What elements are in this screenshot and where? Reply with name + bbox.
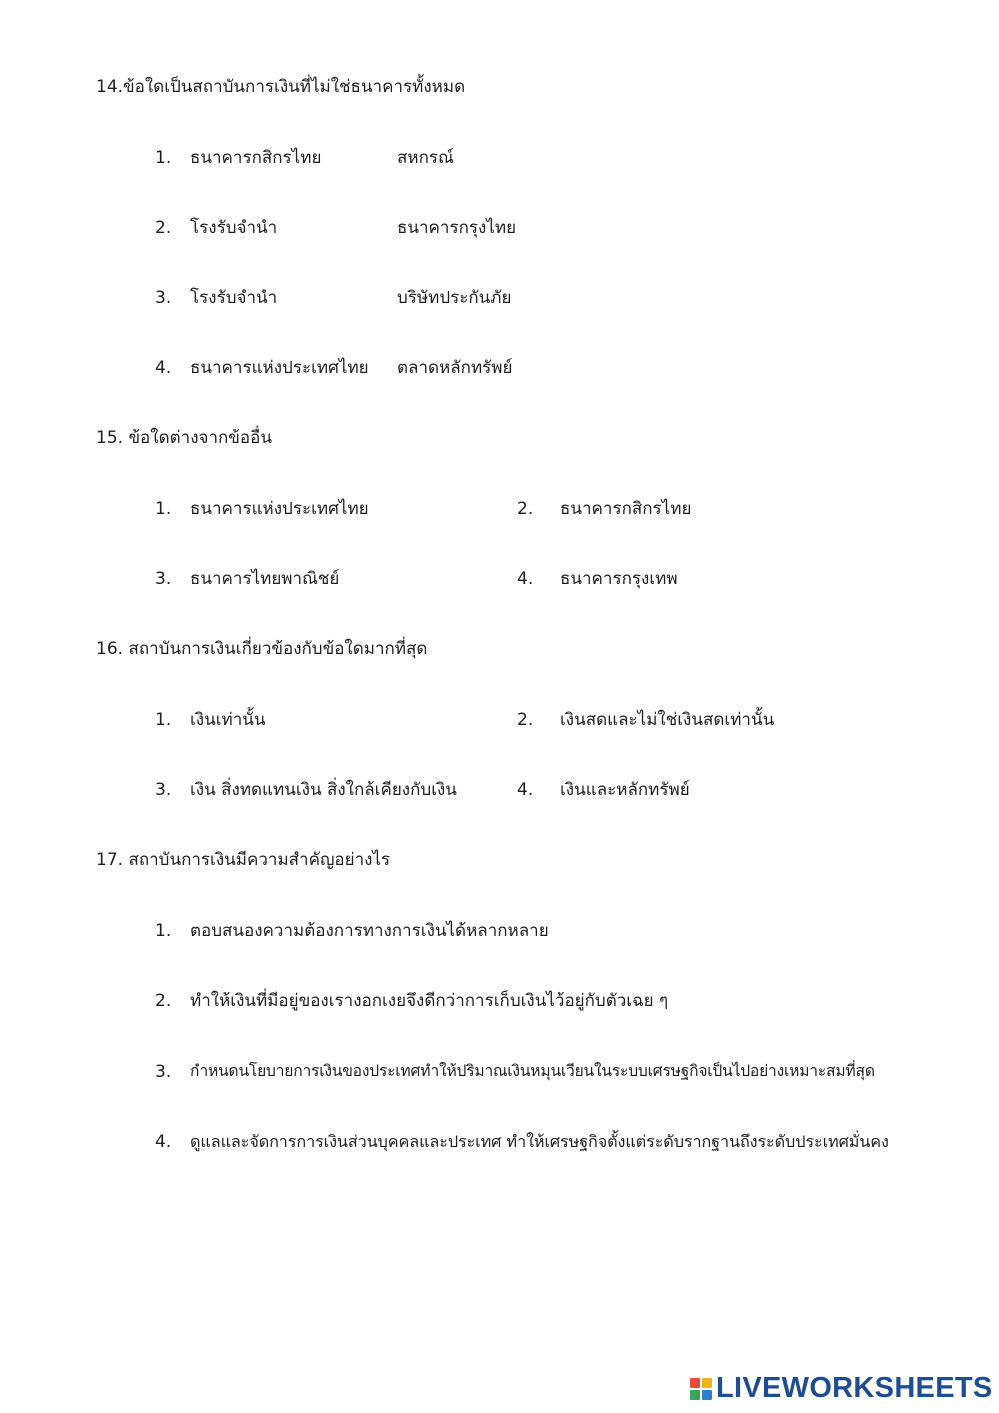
q14-option-4-number: 4. xyxy=(155,358,172,378)
q15-option-2-number: 2. xyxy=(517,499,534,519)
q15-option-1-text: ธนาคารแห่งประเทศไทย xyxy=(190,499,369,519)
q15-option-3-text: ธนาคารไทยพาณิชย์ xyxy=(190,569,340,589)
q16-option-3-number: 3. xyxy=(155,780,172,800)
q14-option-3-number: 3. xyxy=(155,288,172,308)
q14-option-4-b: ตลาดหลักทรัพย์ xyxy=(397,358,513,378)
q15-option-2-text: ธนาคารกสิกรไทย xyxy=(560,499,692,519)
q17-option-3-number: 3. xyxy=(155,1062,172,1082)
q14-option-2-a: โรงรับจำนำ xyxy=(190,218,278,238)
q17-option-3-text: กำหนดนโยบายการเงินของประเทศทำให้ปริมาณเงินหมุนเวียนในระบบเศรษฐกิจเป็นไปอย่างเหมาะสมที่สุด xyxy=(190,1062,875,1080)
q17-option-4-text: ดูแลและจัดการการเงินส่วนบุคคลและประเทศ ทำให้เศรษฐกิจตั้งแต่ระดับรากฐานถึงระดับประเทศมั่นคง xyxy=(190,1132,889,1151)
q14-option-3-a: โรงรับจำนำ xyxy=(190,288,278,308)
q14-option-2-number: 2. xyxy=(155,218,172,238)
q17-option-1-number: 1. xyxy=(155,921,172,941)
q16-option-4-text: เงินและหลักทรัพย์ xyxy=(560,780,690,800)
question-17-title: 17. สถาบันการเงินมีความสำคัญอย่างไร xyxy=(96,850,391,870)
logo-text: LIVEWORKSHEETS xyxy=(716,1372,993,1404)
q14-option-1-b: สหกรณ์ xyxy=(397,148,454,168)
question-15-title: 15. ข้อใดต่างจากข้ออื่น xyxy=(96,428,272,448)
q17-option-2-number: 2. xyxy=(155,991,172,1011)
q16-option-1-number: 1. xyxy=(155,710,172,730)
question-14-title: 14.ข้อใดเป็นสถาบันการเงินที่ไม่ใช่ธนาคารทั้งหมด xyxy=(96,77,466,97)
q17-option-2-text: ทำให้เงินที่มีอยู่ของเรางอกเงยจึงดีกว่าการเก็บเงินไว้อยู่กับตัวเฉย ๆ xyxy=(190,991,669,1011)
question-16-title: 16. สถาบันการเงินเกี่ยวข้องกับข้อใดมากที่สุด xyxy=(96,639,428,659)
q16-option-2-number: 2. xyxy=(517,710,534,730)
q15-option-4-number: 4. xyxy=(517,569,534,589)
logo-squares-icon xyxy=(690,1378,712,1400)
q14-option-1-number: 1. xyxy=(155,148,172,168)
q15-option-1-number: 1. xyxy=(155,499,172,519)
q17-option-4-number: 4. xyxy=(155,1132,172,1152)
q15-option-4-text: ธนาคารกรุงเทพ xyxy=(560,569,678,589)
q15-option-3-number: 3. xyxy=(155,569,172,589)
q14-option-4-a: ธนาคารแห่งประเทศไทย xyxy=(190,358,369,378)
q16-option-4-number: 4. xyxy=(517,780,534,800)
q14-option-2-b: ธนาคารกรุงไทย xyxy=(397,218,517,238)
q14-option-1-a: ธนาคารกสิกรไทย xyxy=(190,148,322,168)
liveworksheets-logo xyxy=(690,1374,993,1403)
q16-option-3-text: เงิน สิ่งทดแทนเงิน สิ่งใกล้เคียงกับเงิน xyxy=(190,780,457,800)
q14-option-3-b: บริษัทประกันภัย xyxy=(397,288,512,308)
q16-option-2-text: เงินสดและไม่ใช่เงินสดเท่านั้น xyxy=(560,710,775,730)
q17-option-1-text: ตอบสนองความต้องการทางการเงินได้หลากหลาย xyxy=(190,921,549,941)
q16-option-1-text: เงินเท่านั้น xyxy=(190,710,266,730)
